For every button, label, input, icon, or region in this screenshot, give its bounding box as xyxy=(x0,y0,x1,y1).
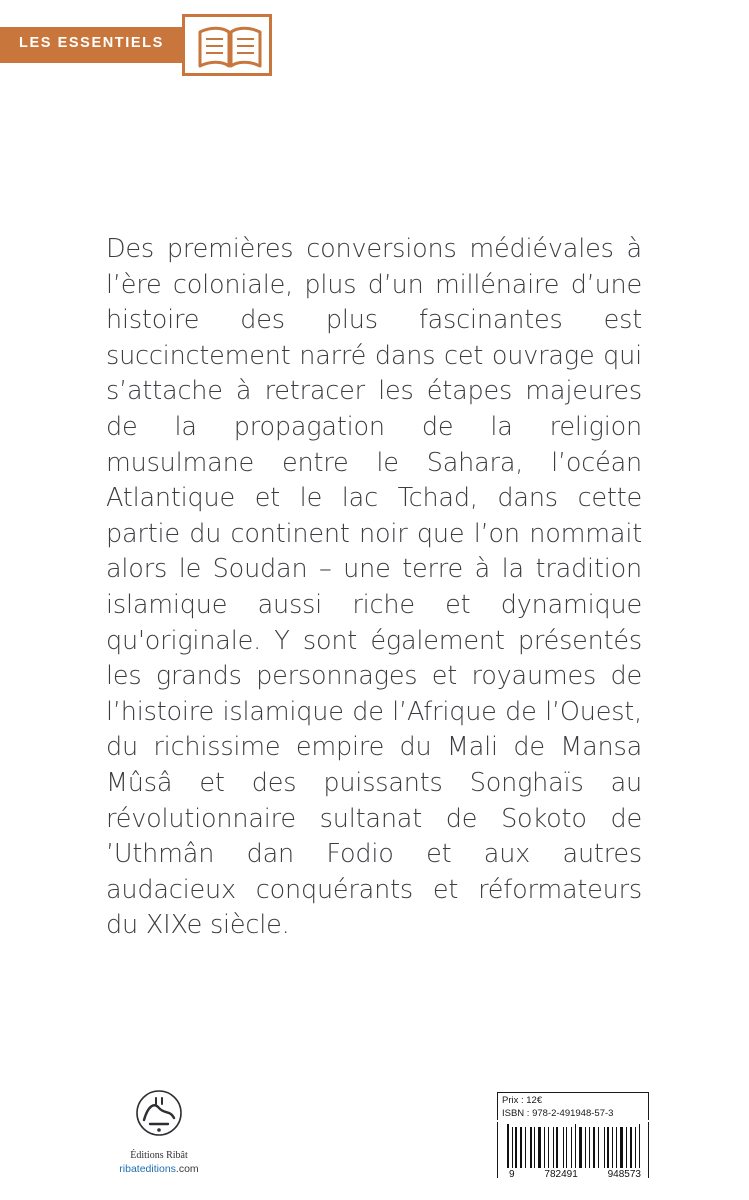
collection-label: LES ESSENTIELS xyxy=(19,35,164,51)
top-banner xyxy=(0,0,749,88)
blurb-paragraph: Des premières conversions médiévales à l’ère coloniale, plus d’un millénaire d’une histoire des plus fascinantes est succinctement narré dans cet ouvrage qui s’attache à retracer les étapes majeures de la propagation de la religion musulmane entre le Sahara, l’océan Atlantique et le lac Tchad, dans cette partie du continent noir que l’on nommait alors le Soudan – une terre à la tradition islamique aussi riche et dynamique qu'originale. Y sont également présentés les grands personnages et royaumes de l’histoire islamique de l’Afrique de l’Ouest, du richissime empire du Mali de Mansa Mûsâ et des puissants Songhaïs au révolutionnaire sultanat de Sokoto de ’Uthmân dan Fodio et aux autres audacieux conquérants et réformateurs du XIXe siècle. xyxy=(106,234,642,941)
publisher-website-tld: .com xyxy=(175,1163,199,1175)
isbn-line: ISBN : 978-2-491948-57-3 xyxy=(497,1107,649,1120)
collection-badge xyxy=(182,14,272,76)
publisher-website[interactable] xyxy=(94,1163,224,1175)
barcode-digits xyxy=(507,1169,643,1180)
price-line: Prix : 12€ xyxy=(497,1092,649,1107)
barcode-digit-left: 9 xyxy=(509,1169,515,1180)
publisher-block xyxy=(94,1086,224,1175)
isbn-barcode-block xyxy=(497,1092,649,1178)
barcode-bars xyxy=(507,1124,643,1168)
back-cover-blurb xyxy=(106,232,642,944)
publisher-logo-icon xyxy=(130,1086,188,1144)
barcode xyxy=(497,1122,649,1178)
barcode-digit-group-1: 782491 xyxy=(544,1169,578,1180)
barcode-digit-group-2: 948573 xyxy=(607,1169,641,1180)
publisher-website-name: ribateditions xyxy=(119,1163,176,1175)
publisher-name: Éditions Ribât xyxy=(130,1150,188,1161)
